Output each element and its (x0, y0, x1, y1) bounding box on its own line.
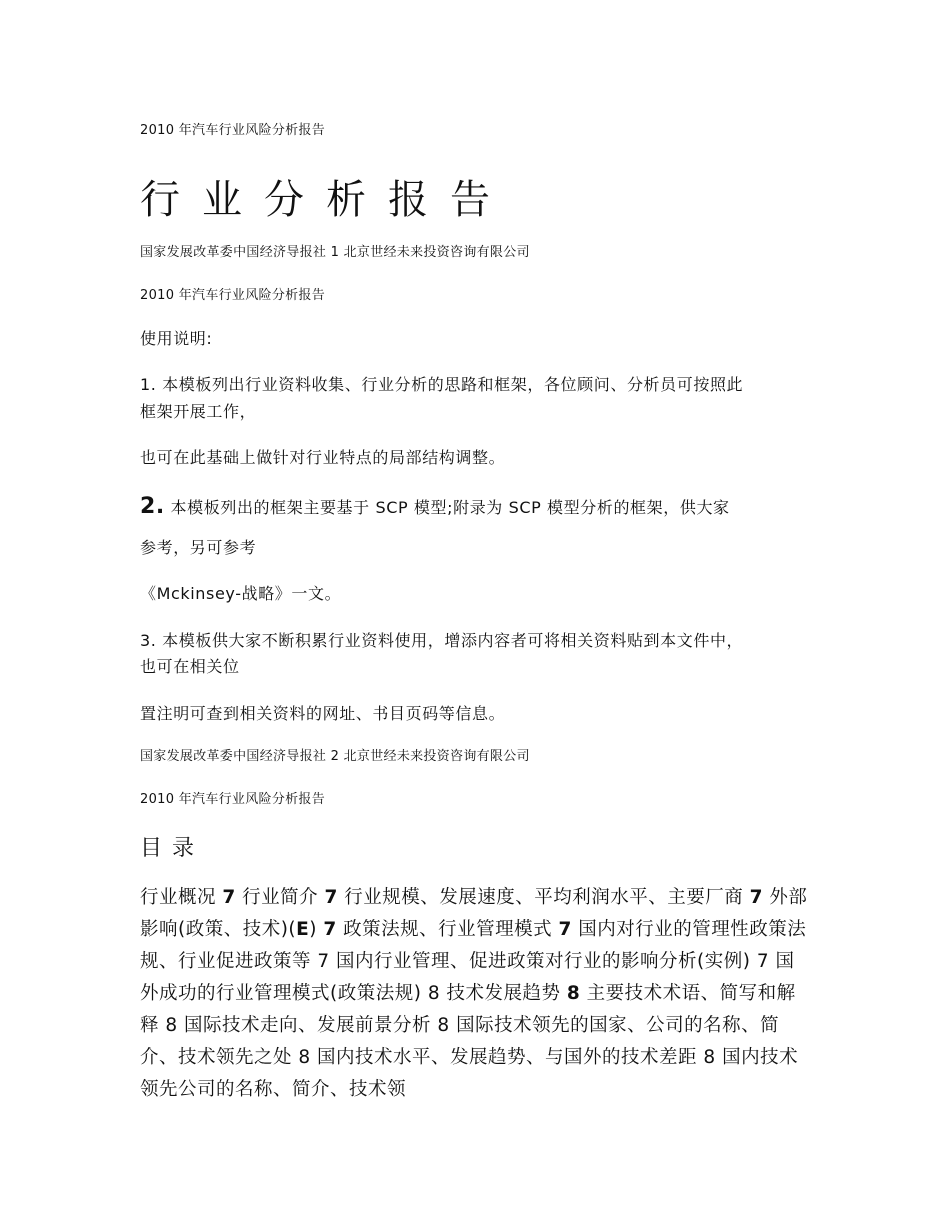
item-2-line-1 (140, 494, 730, 519)
page-footer: 国家发展改革委中国经济导报社 2 北京世经未来投资咨询有限公司 (140, 749, 530, 764)
running-header: 2010 年汽车行业风险分析报告 (140, 123, 326, 138)
item-1-continuation: 也可在此基础上做针对行业特点的局部结构调整。 (140, 448, 506, 467)
toc-heading: 目录 (140, 836, 205, 861)
item-3-line-2: 也可在相关位 (140, 657, 240, 676)
item-2-continuation: 《Mckinsey-战略》一文。 (140, 584, 342, 603)
table-of-contents: 行业概况 7 行业简介 7 行业规模、发展速度、平均利润水平、主要厂商 7 外部影响(政策、技术)(E) 7 政策法规、行业管理模式 7 国内对行业的管理性政策法规、行业促进政策等 7 国内行业管理、促进政策对行业的影响分析(实例) 7 国外成功的行业管理模式(政策法规) 8 技术发展趋势 8 主要技术术语、简写和解释 8 国际技术走向、发展前景分析 8 国际技术领先的国家、公司的名称、简介、技术领先之处 8 国内技术水平、发展趋势、与国外的技术差距 8 国内技术领先公司的名称、简介、技术领 (140, 887, 808, 1100)
item-2-text: 本模板列出的框架主要基于 SCP 模型;附录为 SCP 模型分析的框架，供大家 (164, 498, 730, 517)
main-title: 行业分析报告 (140, 177, 512, 223)
item-3-line-1: 3. 本模板供大家不断积累行业资料使用，增添内容者可将相关资料贴到本文件中， (140, 631, 744, 650)
item-1-line-1: 1. 本模板列出行业资料收集、行业分析的思路和框架，各位顾问、分析员可按照此 (140, 375, 744, 394)
item-3-continuation: 置注明可查到相关资料的网址、书目页码等信息。 (140, 704, 506, 723)
running-header: 2010 年汽车行业风险分析报告 (140, 288, 326, 303)
item-2-number: 2. (140, 494, 165, 519)
running-header: 2010 年汽车行业风险分析报告 (140, 792, 326, 807)
item-1-line-2: 框架开展工作， (140, 402, 257, 421)
item-2-line-2: 参考，另可参考 (140, 538, 257, 557)
usage-heading: 使用说明: (140, 329, 213, 348)
page-footer: 国家发展改革委中国经济导报社 1 北京世经未来投资咨询有限公司 (140, 245, 530, 260)
